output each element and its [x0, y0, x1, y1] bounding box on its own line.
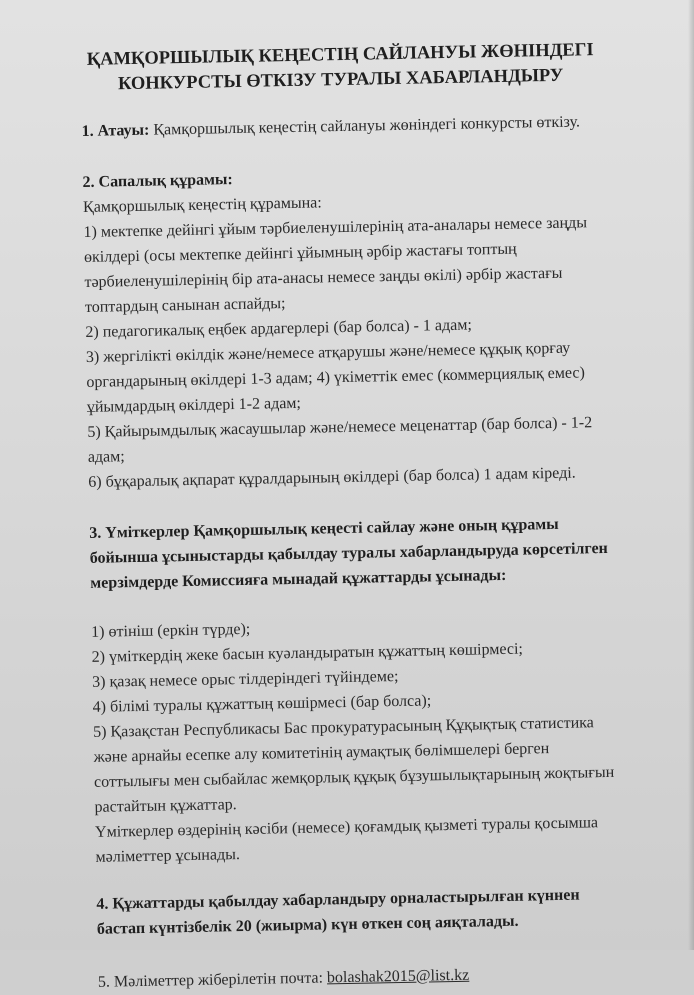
text-line: соттылығы мен сыбайлас жемқорлық құқық бұзушылықтарының жоқтығын — [93, 763, 615, 791]
section-name — [81, 108, 641, 144]
text-line: тәрбиеленушілерінің бір ата-анасы немесе заңды өкілі) әрбір жастағы — [84, 264, 563, 291]
text-line: топтардың санынан аспайды; — [84, 295, 286, 316]
deadline-line: 4. Құжаттарды қабылдау хабарландыру орналастырылған күннен — [96, 886, 580, 913]
deadline-line: бастап күнтізбелік 20 (жиырма) күн өткен соң аяқталады. — [96, 912, 519, 938]
section-name-text: Қамқоршылық кеңестің сайлануы жөніндегі конкурсты өткізу. — [149, 113, 581, 139]
text-line: адам; — [87, 448, 125, 466]
section-composition — [82, 159, 648, 495]
list-item: 2) үміткердің жеке басын куәландыратын құжаттың көшірмесі; — [91, 640, 524, 666]
section-documents-heading: 3. Үміткерлер Қамқоршылық кеңесті сайлау және оның құрамы — [89, 515, 559, 542]
list-item: 1) өтініш (еркін түрде); — [91, 620, 251, 641]
documents-list — [91, 609, 656, 870]
text-line: органдарының өкілдері 1-3 адам; 4) үкіметтік емес (коммерциялық емес) — [86, 364, 586, 391]
section-contact — [98, 959, 658, 995]
section-name-label: 1. Атауы: — [81, 121, 150, 140]
list-item: 6) бұқаралық ақпарат құралдарының өкілдері (бар болса) 1 адам кіреді. — [88, 464, 576, 491]
contact-label: 5. Мәліметтер жіберілетін почта: — [97, 969, 328, 991]
list-item: 3) қазақ немесе орыс тілдеріндегі түйіндеме; — [92, 668, 399, 691]
list-item: 3) жергілікті өкілдік және/немесе атқарушы және/немесе құқық қорғау — [85, 339, 571, 366]
list-item: 4) білімі туралы құжаттың көшірмесі (бар болса); — [92, 692, 432, 716]
text-line: Қамқоршылық кеңестің құрамына: — [82, 194, 322, 216]
text-line: мәліметтер ұсынады. — [95, 846, 241, 866]
list-item: 1) мектепке дейінгі ұйым тәрбиеленушілерінің ата-аналары немесе заңды — [83, 214, 588, 241]
document-body — [80, 37, 658, 995]
section-composition-heading: 2. Сапалық құрамы: — [82, 171, 233, 191]
text-line: өкілдері (осы мектепке дейінгі ұйымның әрбір жастағы топтың — [83, 240, 517, 266]
list-item: 5) Қайырымдылық жасаушылар және/немесе меценаттар (бар болса) - 1-2 — [87, 414, 593, 441]
section-deadline — [96, 881, 657, 942]
section-documents-heading: мерзімдерде Комиссияға мынадай құжаттарды ұсынады: — [90, 566, 507, 592]
text-line: және арнайы есепке алу комитетінің аумақтық бөлімшелері берген — [93, 740, 550, 766]
list-item: 2) педагогикалық еңбек ардагерлері (бар болса) - 1 адам; — [85, 316, 472, 341]
email-link[interactable]: bolashak2015@list.kz — [326, 966, 470, 987]
section-documents — [89, 510, 656, 870]
document-title — [60, 38, 621, 99]
text-line: ұйымдардың өкілдері 1-2 адам; — [86, 394, 302, 416]
text-line: Үміткерлер өздерінің кәсіби (немесе) қоғамдық қызметі туралы қосымша — [94, 814, 599, 841]
title-line: КОНКУРСТЫ ӨТКІЗУ ТУРАЛЫ ХАБАРЛАНДЫРУ — [117, 65, 564, 95]
section-documents-heading: бойынша ұсыныстарды қабылдау туралы хабарландыруда көрсетілген — [89, 539, 608, 567]
title-line: ҚАМҚОРШЫЛЫҚ КЕҢЕСТІҢ САЙЛАНУЫ ЖӨНІНДЕГІ — [86, 40, 594, 70]
text-line: растайтын құжаттар. — [94, 796, 237, 816]
list-item: 5) Қазақстан Республикасы Бас прокуратурасының Құқықтық статистика — [92, 714, 594, 741]
